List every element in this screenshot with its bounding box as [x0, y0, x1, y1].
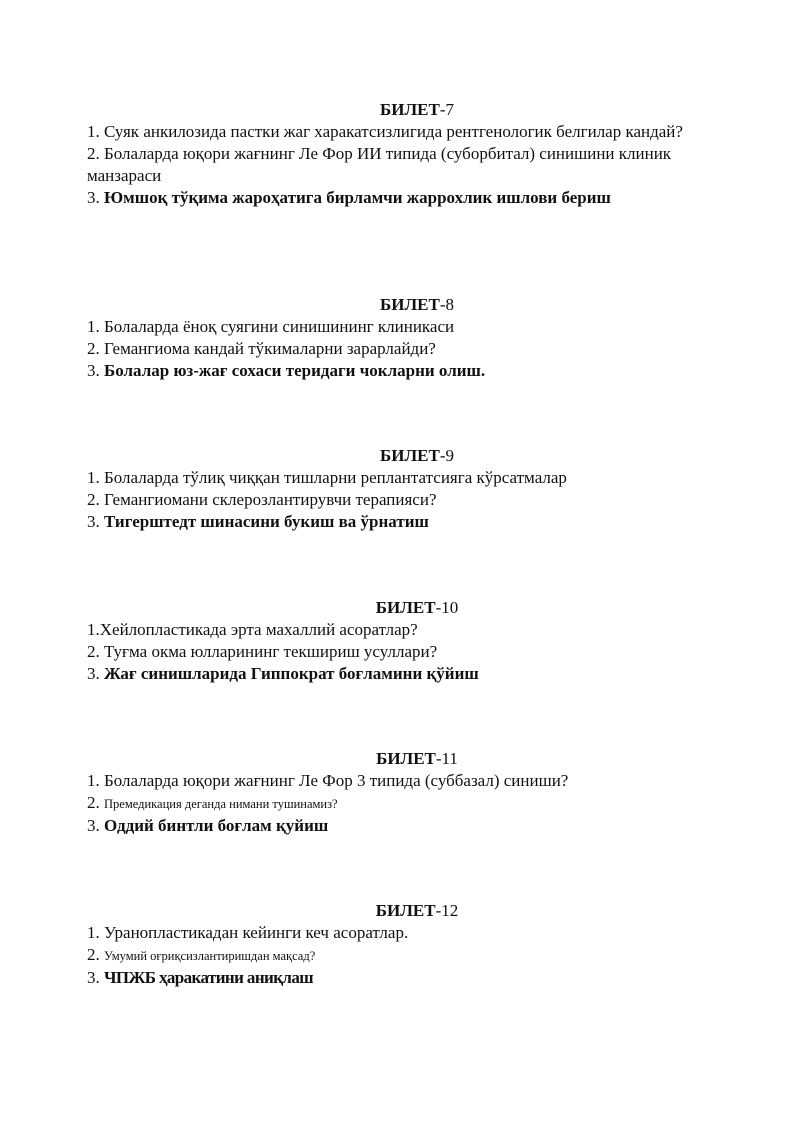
ticket-number: -9: [439, 446, 454, 465]
ticket-number: -8: [439, 295, 454, 314]
item-number: 2.: [87, 144, 104, 163]
question-text: Гемангиома кандай тўкималарни зарарлайди?: [104, 339, 436, 358]
task-3: [87, 815, 747, 837]
ticket-8: [87, 294, 747, 382]
question-text: Болаларда тўлиқ чиққан тишларни реплантатсияга кўрсатмалар: [104, 468, 567, 487]
item-number: 1.: [87, 468, 104, 487]
question-text: Уранопластикадан кейинги кеч асоратлар.: [104, 923, 409, 942]
ticket-10: [87, 597, 747, 685]
question-1: [87, 922, 747, 944]
question-text: Туғма окма юлларининг текшириш усуллари?: [104, 642, 438, 661]
question-1: [87, 467, 747, 489]
ticket-title: [87, 900, 747, 922]
question-text: Болаларда юқори жағнинг Ле Фор 3 типида (суббазал) синиши?: [104, 771, 569, 790]
question-1: [87, 316, 747, 338]
question-2: [87, 792, 747, 815]
item-number: 2.: [87, 490, 104, 509]
item-number: 3.: [87, 816, 104, 835]
question-2: [87, 143, 747, 187]
task-text: Болалар юз-жағ сохаси теридаги чокларни олиш.: [104, 361, 486, 380]
item-number: 1.: [87, 923, 104, 942]
ticket-number: -7: [439, 100, 454, 119]
task-3: [87, 511, 747, 533]
question-1: [87, 770, 747, 792]
ticket-title: [87, 748, 747, 770]
question-2: [87, 489, 747, 511]
question-text: Премедикация деганда нимани тушинамиз?: [104, 797, 338, 811]
task-text: ЧПЖБ ҳаракатини аниқлаш: [104, 968, 314, 987]
question-text: Болаларда ёноқ суягини синишининг клиникаси: [104, 317, 455, 336]
ticket-7: [87, 99, 747, 209]
task-3: [87, 187, 747, 209]
ticket-number: -12: [435, 901, 459, 920]
task-3: [87, 663, 747, 685]
question-2: [87, 338, 747, 360]
item-number: 2.: [87, 339, 104, 358]
item-number: 3.: [87, 361, 104, 380]
ticket-number: -11: [435, 749, 458, 768]
item-number: 2.: [87, 642, 104, 661]
item-number: 1.: [87, 771, 104, 790]
ticket-9: [87, 445, 747, 533]
item-number: 1.: [87, 317, 104, 336]
item-number: 2.: [87, 793, 104, 812]
item-number: 1.: [87, 620, 100, 639]
ticket-label: БИЛЕТ: [375, 901, 436, 920]
task-text: Жағ синишларида Гиппократ боғламини қўйиш: [104, 664, 479, 683]
question-text: Суяк анкилозида пастки жаг харакатсизлигида рентгенологик белгилар кандай?: [104, 122, 683, 141]
ticket-label: БИЛЕТ: [380, 446, 440, 465]
task-text: Юмшоқ тўқима жароҳатига бирламчи жаррохлик ишлови бериш: [104, 188, 611, 207]
task-text: Тигерштедт шинасини букиш ва ўрнатиш: [104, 512, 429, 531]
question-1: [87, 619, 747, 641]
item-number: 3.: [87, 664, 104, 683]
question-1: [87, 121, 747, 143]
ticket-11: [87, 748, 747, 837]
ticket-label: БИЛЕТ: [376, 749, 436, 768]
ticket-title: [87, 597, 747, 619]
question-2: [87, 641, 747, 663]
question-text: Хейлопластикада эрта махаллий асоратлар?: [99, 620, 418, 639]
ticket-number: -10: [435, 598, 459, 617]
ticket-title: [87, 99, 747, 121]
question-2: [87, 944, 747, 967]
ticket-title: [87, 294, 747, 316]
ticket-label: БИЛЕТ: [380, 100, 440, 119]
ticket-title: [87, 445, 747, 467]
item-number: 3.: [87, 188, 104, 207]
task-text: Оддий бинтли боғлам қуйиш: [104, 816, 329, 835]
ticket-12: [87, 900, 747, 989]
ticket-label: БИЛЕТ: [380, 295, 440, 314]
item-number: 3.: [87, 512, 104, 531]
question-text: Умумий оғриқсизлантиришдан мақсад?: [104, 949, 316, 963]
item-number: 1.: [87, 122, 104, 141]
ticket-label: БИЛЕТ: [375, 598, 436, 617]
question-text: Гемангиомани склерозлантирувчи терапияси?: [104, 490, 437, 509]
task-3: [87, 360, 747, 382]
item-number: 3.: [87, 968, 104, 987]
question-text: Болаларда юқори жағнинг Ле Фор ИИ типида (суборбитал) синишини клиник манзараси: [87, 144, 672, 185]
item-number: 2.: [87, 945, 104, 964]
task-3: [87, 967, 747, 989]
